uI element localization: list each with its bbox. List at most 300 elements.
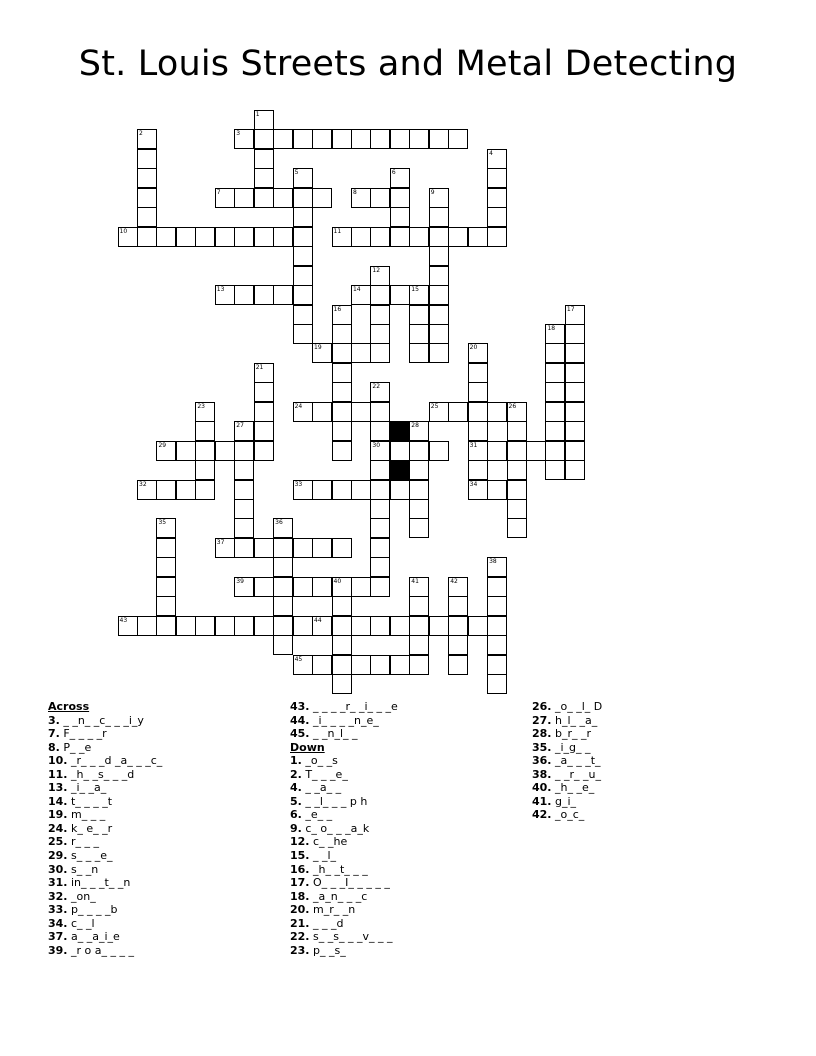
- grid-cell[interactable]: [468, 382, 488, 402]
- grid-cell[interactable]: [370, 480, 390, 500]
- grid-cell[interactable]: [156, 577, 176, 597]
- grid-cell[interactable]: [254, 441, 274, 461]
- grid-cell[interactable]: [234, 188, 254, 208]
- grid-cell[interactable]: [351, 285, 371, 305]
- grid-cell[interactable]: [332, 421, 352, 441]
- grid-cell[interactable]: [234, 480, 254, 500]
- grid-cell[interactable]: [487, 227, 507, 247]
- grid-cell[interactable]: [429, 343, 449, 363]
- grid-cell[interactable]: [409, 499, 429, 519]
- grid-cell[interactable]: [545, 402, 565, 422]
- grid-cell[interactable]: [409, 343, 429, 363]
- grid-cell[interactable]: [370, 324, 390, 344]
- grid-cell[interactable]: [332, 616, 352, 636]
- grid-cell[interactable]: [409, 518, 429, 538]
- grid-cell[interactable]: [156, 557, 176, 577]
- clue-text: s_ _ _e_: [67, 849, 113, 863]
- grid-cell[interactable]: [312, 538, 332, 558]
- clue-number: 7: [216, 188, 221, 196]
- grid-cell[interactable]: [156, 538, 176, 558]
- grid-cell[interactable]: [234, 499, 254, 519]
- clue-number: 30: [372, 441, 381, 449]
- grid-cell[interactable]: [370, 305, 390, 325]
- grid-cell[interactable]: [370, 227, 390, 247]
- grid-cell[interactable]: [429, 227, 449, 247]
- clue-number: 4: [489, 149, 493, 157]
- grid-cell[interactable]: [254, 129, 274, 149]
- grid-cell[interactable]: [293, 246, 313, 266]
- down-clue: [532, 727, 602, 741]
- grid-cell[interactable]: [293, 168, 313, 188]
- clue-number: 12: [372, 266, 381, 274]
- grid-cell[interactable]: [234, 285, 254, 305]
- grid-cell[interactable]: [254, 363, 274, 383]
- grid-cell[interactable]: [293, 266, 313, 286]
- grid-cell[interactable]: [545, 363, 565, 383]
- grid-cell[interactable]: [351, 616, 371, 636]
- grid-cell[interactable]: [176, 480, 196, 500]
- grid-cell[interactable]: [565, 421, 585, 441]
- grid-cell[interactable]: [137, 480, 157, 500]
- grid-cell[interactable]: [468, 421, 488, 441]
- down-clue: [290, 849, 398, 863]
- grid-cell[interactable]: [293, 616, 313, 636]
- grid-cell[interactable]: [370, 188, 390, 208]
- grid-cell[interactable]: [565, 324, 585, 344]
- grid-cell[interactable]: [448, 655, 468, 675]
- grid-cell[interactable]: [487, 149, 507, 169]
- grid-cell[interactable]: [234, 129, 254, 149]
- across-clue: [48, 714, 162, 728]
- grid-cell[interactable]: [215, 188, 235, 208]
- grid-cell[interactable]: [254, 149, 274, 169]
- clue-number: 14: [352, 286, 361, 294]
- grid-cell[interactable]: [390, 616, 410, 636]
- grid-cell[interactable]: [487, 577, 507, 597]
- clue-number: 40: [333, 577, 342, 585]
- grid-cell[interactable]: [332, 305, 352, 325]
- grid-cell[interactable]: [234, 518, 254, 538]
- grid-cell[interactable]: [332, 674, 352, 694]
- grid-cell[interactable]: [545, 382, 565, 402]
- grid-cell[interactable]: [565, 305, 585, 325]
- grid-cell[interactable]: [565, 363, 585, 383]
- grid-cell[interactable]: [390, 285, 410, 305]
- grid-cell[interactable]: [215, 227, 235, 247]
- grid-cell[interactable]: [448, 402, 468, 422]
- grid-cell[interactable]: [468, 616, 488, 636]
- grid-cell[interactable]: [507, 421, 527, 441]
- grid-cell[interactable]: [370, 285, 390, 305]
- grid-cell[interactable]: [215, 285, 235, 305]
- grid-cell[interactable]: [273, 538, 293, 558]
- clue-number: 9: [430, 188, 435, 196]
- clue-number: 44.: [290, 713, 310, 727]
- clue-text: _o_ _s: [301, 754, 338, 768]
- grid-cell[interactable]: [332, 343, 352, 363]
- grid-cell[interactable]: [273, 227, 293, 247]
- grid-cell[interactable]: [468, 363, 488, 383]
- grid-cell[interactable]: [293, 538, 313, 558]
- grid-cell[interactable]: [487, 655, 507, 675]
- grid-cell[interactable]: [507, 402, 527, 422]
- grid-cell[interactable]: [156, 227, 176, 247]
- grid-cell[interactable]: [409, 305, 429, 325]
- grid-cell[interactable]: [370, 557, 390, 577]
- grid-cell[interactable]: [137, 149, 157, 169]
- grid-cell[interactable]: [293, 285, 313, 305]
- clue-number: 39.: [48, 943, 68, 957]
- clue-number: 2.: [290, 767, 302, 781]
- grid-cell[interactable]: [448, 635, 468, 655]
- grid-cell[interactable]: [565, 460, 585, 480]
- grid-cell[interactable]: [429, 285, 449, 305]
- clue-number: 31: [469, 441, 478, 449]
- grid-cell[interactable]: [137, 616, 157, 636]
- grid-cell[interactable]: [565, 402, 585, 422]
- grid-cell[interactable]: [176, 616, 196, 636]
- grid-cell[interactable]: [137, 207, 157, 227]
- clue-number: 15: [411, 286, 419, 294]
- grid-cell[interactable]: [195, 441, 215, 461]
- grid-cell[interactable]: [254, 285, 274, 305]
- grid-cell[interactable]: [156, 480, 176, 500]
- grid-cell[interactable]: [468, 402, 488, 422]
- grid-cell[interactable]: [273, 596, 293, 616]
- clue-number: 36.: [532, 754, 552, 768]
- clue-text: _i_ _ _ _n_e_: [309, 713, 379, 727]
- grid-cell[interactable]: [370, 441, 390, 461]
- grid-cell[interactable]: [137, 129, 157, 149]
- grid-cell[interactable]: [487, 616, 507, 636]
- grid-cell[interactable]: [409, 129, 429, 149]
- grid-cell[interactable]: [273, 129, 293, 149]
- clue-text: _i_ _a_: [67, 781, 107, 795]
- grid-cell[interactable]: [195, 480, 215, 500]
- clue-number: 2: [139, 130, 143, 138]
- grid-cell[interactable]: [254, 168, 274, 188]
- grid-cell[interactable]: [526, 441, 546, 461]
- down-clue: [290, 768, 398, 782]
- grid-cell[interactable]: [429, 246, 449, 266]
- grid-cell[interactable]: [312, 480, 332, 500]
- grid-cell[interactable]: [351, 402, 371, 422]
- grid-cell[interactable]: [370, 382, 390, 402]
- grid-cell[interactable]: [487, 402, 507, 422]
- grid-cell[interactable]: [195, 227, 215, 247]
- grid-cell[interactable]: [390, 207, 410, 227]
- grid-cell[interactable]: [195, 616, 215, 636]
- grid-cell[interactable]: [429, 188, 449, 208]
- grid-cell[interactable]: [234, 577, 254, 597]
- clue-number: 21: [255, 363, 264, 371]
- clue-number: 10.: [48, 754, 68, 768]
- grid-cell[interactable]: [293, 577, 313, 597]
- grid-cell[interactable]: [487, 441, 507, 461]
- grid-cell[interactable]: [273, 518, 293, 538]
- grid-cell[interactable]: [409, 421, 429, 441]
- grid-cell[interactable]: [137, 188, 157, 208]
- grid-cell[interactable]: [370, 460, 390, 480]
- grid-cell[interactable]: [312, 655, 332, 675]
- grid-cell[interactable]: [409, 460, 429, 480]
- grid-cell[interactable]: [351, 188, 371, 208]
- down-clue: [290, 944, 398, 958]
- grid-cell[interactable]: [468, 480, 488, 500]
- clue-number: 15.: [290, 849, 310, 863]
- grid-cell[interactable]: [370, 577, 390, 597]
- grid-cell[interactable]: [390, 227, 410, 247]
- grid-cell[interactable]: [409, 635, 429, 655]
- grid-cell[interactable]: [507, 460, 527, 480]
- grid-cell[interactable]: [234, 441, 254, 461]
- grid-cell[interactable]: [273, 188, 293, 208]
- grid-cell[interactable]: [448, 577, 468, 597]
- grid-cell[interactable]: [254, 421, 274, 441]
- grid-cell[interactable]: [565, 382, 585, 402]
- grid-cell[interactable]: [468, 343, 488, 363]
- grid-cell[interactable]: [507, 499, 527, 519]
- grid-cell[interactable]: [293, 227, 313, 247]
- grid-cell[interactable]: [409, 324, 429, 344]
- grid-cell[interactable]: [254, 538, 274, 558]
- grid-cell[interactable]: [507, 518, 527, 538]
- grid-cell[interactable]: [390, 129, 410, 149]
- grid-cell[interactable]: [332, 363, 352, 383]
- grid-cell[interactable]: [351, 343, 371, 363]
- grid-cell[interactable]: [332, 402, 352, 422]
- grid-cell[interactable]: [254, 227, 274, 247]
- grid-cell[interactable]: [370, 266, 390, 286]
- grid-cell[interactable]: [487, 188, 507, 208]
- grid-cell[interactable]: [390, 168, 410, 188]
- grid-cell[interactable]: [351, 129, 371, 149]
- grid-cell[interactable]: [156, 616, 176, 636]
- grid-cell[interactable]: [312, 188, 332, 208]
- grid-cell[interactable]: [429, 616, 449, 636]
- clue-text: k_ e_ _r: [67, 821, 113, 835]
- grid-cell[interactable]: [409, 655, 429, 675]
- grid-cell[interactable]: [312, 616, 332, 636]
- grid-cell[interactable]: [409, 285, 429, 305]
- grid-cell[interactable]: [370, 538, 390, 558]
- grid-cell[interactable]: [156, 441, 176, 461]
- grid-cell[interactable]: [234, 538, 254, 558]
- grid-cell[interactable]: [293, 207, 313, 227]
- grid-cell[interactable]: [429, 266, 449, 286]
- down-clue: [290, 781, 398, 795]
- grid-cell[interactable]: [351, 655, 371, 675]
- grid-cell[interactable]: [507, 480, 527, 500]
- grid-cell[interactable]: [332, 538, 352, 558]
- grid-cell[interactable]: [137, 227, 157, 247]
- grid-cell[interactable]: [351, 227, 371, 247]
- grid-cell[interactable]: [312, 577, 332, 597]
- grid-cell[interactable]: [468, 460, 488, 480]
- clue-number: 34: [469, 480, 478, 488]
- grid-cell[interactable]: [448, 129, 468, 149]
- grid-cell[interactable]: [273, 616, 293, 636]
- grid-cell[interactable]: [390, 480, 410, 500]
- grid-cell[interactable]: [370, 518, 390, 538]
- grid-cell[interactable]: [293, 655, 313, 675]
- grid-cell[interactable]: [293, 324, 313, 344]
- grid-cell[interactable]: [195, 421, 215, 441]
- grid-cell[interactable]: [312, 343, 332, 363]
- grid-cell[interactable]: [390, 441, 410, 461]
- grid-cell[interactable]: [234, 616, 254, 636]
- grid-cell[interactable]: [234, 460, 254, 480]
- grid-cell[interactable]: [332, 480, 352, 500]
- across-clue: [48, 944, 162, 958]
- grid-cell[interactable]: [332, 227, 352, 247]
- clue-number: 23.: [290, 943, 310, 957]
- grid-cell[interactable]: [429, 129, 449, 149]
- grid-cell[interactable]: [118, 616, 138, 636]
- grid-cell[interactable]: [332, 324, 352, 344]
- clue-text: F_ _ _ _r: [59, 727, 107, 741]
- grid-cell[interactable]: [370, 616, 390, 636]
- grid-cell[interactable]: [429, 305, 449, 325]
- grid-cell[interactable]: [351, 480, 371, 500]
- grid-cell[interactable]: [545, 343, 565, 363]
- clue-number: 18.: [290, 889, 310, 903]
- clue-text: r_ _ _: [67, 835, 100, 849]
- grid-cell[interactable]: [448, 596, 468, 616]
- grid-cell[interactable]: [293, 129, 313, 149]
- grid-cell[interactable]: [312, 129, 332, 149]
- grid-cell[interactable]: [429, 207, 449, 227]
- clue-text: T_ _ _e_: [301, 767, 348, 781]
- grid-cell[interactable]: [429, 441, 449, 461]
- grid-cell[interactable]: [332, 441, 352, 461]
- grid-cell[interactable]: [370, 343, 390, 363]
- grid-cell[interactable]: [332, 655, 352, 675]
- grid-cell[interactable]: [273, 635, 293, 655]
- grid-cell[interactable]: [545, 421, 565, 441]
- grid-cell[interactable]: [565, 441, 585, 461]
- grid-cell[interactable]: [565, 343, 585, 363]
- grid-cell[interactable]: [293, 305, 313, 325]
- across-clue: [48, 876, 162, 890]
- grid-cell[interactable]: [487, 635, 507, 655]
- grid-cell[interactable]: [332, 129, 352, 149]
- clue-number: 1.: [290, 754, 302, 768]
- grid-cell[interactable]: [293, 188, 313, 208]
- grid-cell[interactable]: [370, 421, 390, 441]
- grid-cell[interactable]: [429, 402, 449, 422]
- grid-cell[interactable]: [487, 168, 507, 188]
- grid-cell[interactable]: [273, 577, 293, 597]
- grid-cell[interactable]: [409, 227, 429, 247]
- grid-cell[interactable]: [293, 480, 313, 500]
- grid-cell[interactable]: [254, 110, 274, 130]
- grid-cell[interactable]: [409, 441, 429, 461]
- clue-number: 32: [139, 480, 147, 488]
- grid-cell[interactable]: [468, 441, 488, 461]
- grid-cell[interactable]: [409, 577, 429, 597]
- clue-text: c_ _he: [309, 835, 348, 849]
- grid-cell[interactable]: [545, 441, 565, 461]
- grid-cell[interactable]: [487, 480, 507, 500]
- grid-cell[interactable]: [487, 674, 507, 694]
- grid-cell[interactable]: [468, 227, 488, 247]
- clue-number: 16.: [290, 862, 310, 876]
- grid-cell[interactable]: [118, 227, 138, 247]
- grid-cell[interactable]: [215, 538, 235, 558]
- grid-cell[interactable]: [545, 324, 565, 344]
- clue-number: 24: [294, 402, 303, 410]
- grid-cell[interactable]: [487, 557, 507, 577]
- grid-cell[interactable]: [156, 596, 176, 616]
- grid-cell[interactable]: [332, 577, 352, 597]
- grid-cell[interactable]: [254, 577, 274, 597]
- grid-cell[interactable]: [390, 655, 410, 675]
- grid-cell[interactable]: [195, 402, 215, 422]
- grid-cell[interactable]: [507, 441, 527, 461]
- grid-cell[interactable]: [448, 227, 468, 247]
- grid-cell[interactable]: [137, 168, 157, 188]
- grid-cell[interactable]: [370, 129, 390, 149]
- grid-cell[interactable]: [254, 402, 274, 422]
- grid-cell[interactable]: [370, 655, 390, 675]
- grid-cell[interactable]: [545, 460, 565, 480]
- grid-cell[interactable]: [215, 616, 235, 636]
- grid-cell[interactable]: [273, 285, 293, 305]
- grid-cell[interactable]: [273, 557, 293, 577]
- grid-cell[interactable]: [487, 596, 507, 616]
- grid-cell[interactable]: [370, 402, 390, 422]
- grid-cell[interactable]: [370, 499, 390, 519]
- grid-cell[interactable]: [195, 460, 215, 480]
- grid-cell[interactable]: [254, 382, 274, 402]
- grid-cell[interactable]: [409, 596, 429, 616]
- grid-cell[interactable]: [448, 616, 468, 636]
- grid-cell[interactable]: [176, 441, 196, 461]
- grid-cell[interactable]: [293, 402, 313, 422]
- clue-text: _r_ _ _d _a_ _ _c_: [67, 754, 163, 768]
- grid-cell[interactable]: [254, 188, 274, 208]
- grid-cell[interactable]: [429, 324, 449, 344]
- grid-cell[interactable]: [409, 480, 429, 500]
- grid-cell[interactable]: [234, 227, 254, 247]
- grid-cell[interactable]: [176, 227, 196, 247]
- grid-cell[interactable]: [351, 577, 371, 597]
- clue-text: _ _a_ _: [301, 781, 342, 795]
- clue-text: _e_ _: [301, 808, 333, 822]
- clue-column-2: [290, 700, 398, 957]
- grid-cell[interactable]: [312, 402, 332, 422]
- down-clue: [532, 741, 602, 755]
- clue-number: 40.: [532, 781, 552, 795]
- clue-number: 22: [372, 383, 381, 391]
- clue-number: 11.: [48, 767, 68, 781]
- grid-cell[interactable]: [332, 635, 352, 655]
- grid-cell[interactable]: [487, 207, 507, 227]
- grid-cell[interactable]: [234, 421, 254, 441]
- grid-cell[interactable]: [254, 616, 274, 636]
- clue-number: 39: [236, 577, 244, 585]
- grid-cell[interactable]: [156, 518, 176, 538]
- grid-cell[interactable]: [409, 616, 429, 636]
- clue-text: m_r_ _n: [309, 903, 356, 917]
- grid-cell[interactable]: [332, 596, 352, 616]
- across-clue: [48, 754, 162, 768]
- clue-number: 25.: [48, 835, 68, 849]
- grid-cell[interactable]: [215, 441, 235, 461]
- grid-cell[interactable]: [332, 382, 352, 402]
- grid-cell[interactable]: [390, 188, 410, 208]
